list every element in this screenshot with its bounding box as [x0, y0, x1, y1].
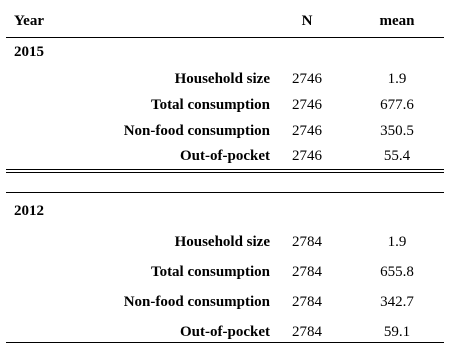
section-divider: [6, 192, 444, 193]
row-label: Out-of-pocket: [180, 324, 270, 340]
table-row: [6, 289, 444, 315]
row-label: Non-food consumption: [123, 294, 270, 310]
group-year-row-2015: [6, 39, 444, 65]
group-year-label: 2012: [14, 203, 44, 219]
table-row: [6, 229, 444, 255]
table-row: [6, 143, 444, 169]
row-n-value: 2746: [292, 148, 322, 164]
row-mean-value: 677.6: [380, 97, 414, 113]
group-divider-double-bottom: [6, 172, 444, 173]
group-year-row-2012: [6, 198, 444, 224]
row-mean-value: 655.8: [380, 264, 414, 280]
row-label: Non-food consumption: [123, 123, 270, 139]
table-row: [6, 118, 444, 144]
row-mean-value: 342.7: [380, 294, 414, 310]
row-mean-value: 350.5: [380, 123, 414, 139]
row-mean-value: 55.4: [383, 148, 411, 164]
row-n-value: 2784: [292, 234, 322, 250]
table-header-row: [6, 8, 444, 34]
group-year-label: 2015: [14, 44, 44, 60]
row-n-value: 2784: [292, 324, 322, 340]
row-label: Total consumption: [150, 264, 270, 280]
row-n-value: 2784: [292, 294, 322, 310]
row-label: Out-of-pocket: [180, 148, 270, 164]
row-mean-value: 1.9: [387, 71, 407, 87]
row-n-value: 2784: [292, 264, 322, 280]
table-bottom-rule: [6, 342, 444, 343]
group-divider-double-top: [6, 169, 444, 170]
row-label: Household size: [174, 234, 270, 250]
row-n-value: 2746: [292, 97, 322, 113]
header-divider: [6, 37, 444, 38]
row-label: Total consumption: [150, 97, 270, 113]
row-n-value: 2746: [292, 123, 322, 139]
column-header-n: N: [301, 13, 313, 29]
table-row: [6, 259, 444, 285]
column-header-mean: mean: [379, 13, 415, 29]
row-n-value: 2746: [292, 71, 322, 87]
row-mean-value: 1.9: [387, 234, 407, 250]
table-row: [6, 66, 444, 92]
column-header-year: Year: [14, 13, 44, 29]
row-mean-value: 59.1: [383, 324, 411, 340]
row-label: Household size: [174, 71, 270, 87]
table-row: [6, 92, 444, 118]
